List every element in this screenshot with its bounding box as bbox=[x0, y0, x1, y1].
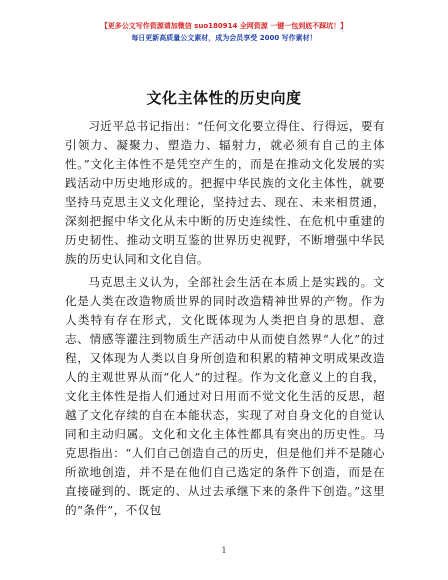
paragraph-2: 马克思主义认为，全部社会生活在本质上是实践的。文化是人类在改造物质世界的同时改造精神世界的产物。作为人类特有存在形式，文化既体现为人类把自身的思想、意志、情感等灌注到物质生产活动中从而使自然界“人化”的过程，又体现为人类以自身所创造和积累的精神文明成果改造人的主观世界从而“化人”的过程。作为文化意义上的自我，文化主体性是指人们通过对日用而不觉文化生活的反思，超越了文化存续的自在本能状态，实现了对自身文化的自觉认同和主动归属。文化和文化主体性都具有突出的历史性。马克思指出：“人们自己创造自己的历史，但是他们并不是随心所欲地创造，并不是在他们自己选定的条件下创造，而是在直接碰到的、既定的、从过去承继下来的条件下创造。”这里的“条件”，不仅包 bbox=[65, 275, 385, 517]
banner-line-membership: 每日更新高质量公文素材，成为会员享受 2000 写作素材！ bbox=[131, 34, 317, 42]
header-banner bbox=[0, 20, 448, 44]
document-title: 文化主体性的历史向度 bbox=[146, 89, 302, 107]
paragraph-1: 习近平总书记指出：“任何文化要立得住、行得远，要有引领力、凝聚力、塑造力、辐射力，就必须有自己的主体性。”文化主体性不是凭空产生的，而是在推动文化发展的实践活动中历史地形成的。把握中华民族的文化主体性，就要坚持马克思主义文化理论，坚持过去、现在、未来相贯通，深刻把握中华文化从未中断的历史连续性、在危机中重建的历史韧性、推动文明互鉴的世界历史视野，不断增强中华民族的历史认同和文化自信。 bbox=[65, 119, 385, 266]
document-body bbox=[65, 117, 385, 524]
banner-line-promo: 【更多公文写作资源请加微信 suo180914 全网资源 一键一包到底不踩坑！】 bbox=[100, 22, 348, 30]
page-number: 1 bbox=[221, 546, 227, 555]
